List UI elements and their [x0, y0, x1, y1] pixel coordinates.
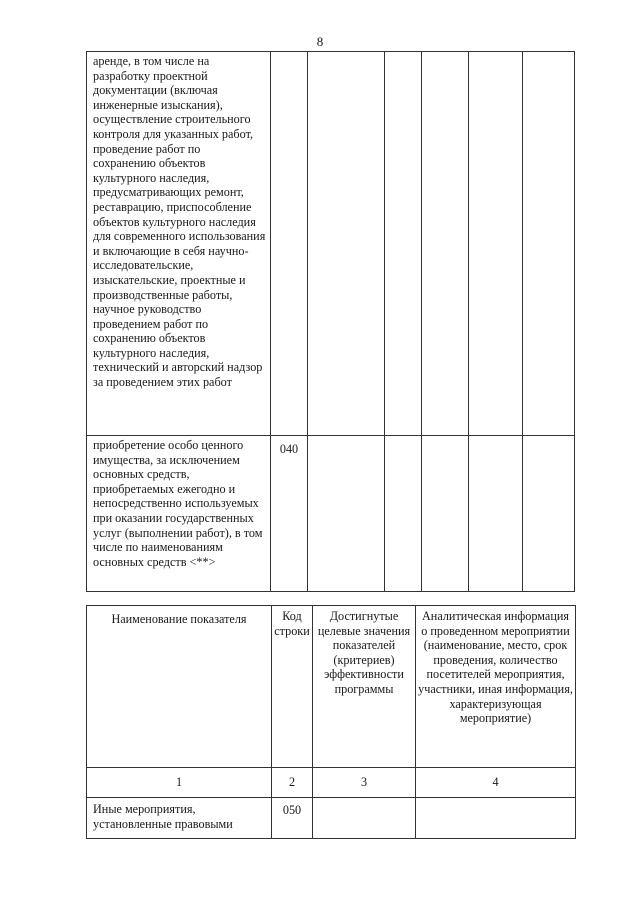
empty-cell: [523, 52, 575, 436]
empty-cell: [469, 436, 523, 592]
table-row: [87, 52, 575, 436]
header-analytical-info: Аналитическая информация о проведенном мероприятии (наименование, место, срок проведения, количество посетителей мероприятия, участники, иная информация, характеризующая мероприятие): [416, 606, 576, 768]
row-name-cell: приобретение особо ценного имущества, за исключением основных средств, приобретаемых ежегодно и непосредственно используемых при оказании государственных услуг (выполнении работ), в том числе по наименованиям основных средств <**>: [87, 436, 271, 592]
empty-cell: [313, 798, 416, 839]
row-name-cell: аренде, в том числе на разработку проектной документации (включая инженерные изыскания), осуществление строительного контроля для указанных работ, проведение работ по сохранению объектов культурного наследия, предусматривающих ремонт, реставрацию, приспособление объектов культурного наследия для современного использования и включающие в себя научно-исследовательские, изыскательские, проектные и производственные работы, научное руководство проведением работ по сохранению объектов культурного наследия, технический и авторский надзор за проведением этих работ: [87, 52, 271, 436]
column-number: 2: [272, 768, 313, 798]
empty-cell: [469, 52, 523, 436]
table-header-row: [87, 606, 576, 768]
table-row: [87, 798, 576, 839]
column-number: 1: [87, 768, 272, 798]
header-indicator-name: Наименование показателя: [87, 606, 272, 768]
empty-cell: [422, 436, 469, 592]
empty-cell: [422, 52, 469, 436]
empty-cell: [416, 798, 576, 839]
row-code-cell: 050: [272, 798, 313, 839]
row-code-cell: 040: [271, 436, 308, 592]
event-indicators-table: [86, 605, 576, 839]
column-number: 3: [313, 768, 416, 798]
column-numbers-row: [87, 768, 576, 798]
page-number: 8: [316, 34, 324, 49]
empty-cell: [308, 52, 385, 436]
empty-cell: [308, 436, 385, 592]
column-number: 4: [416, 768, 576, 798]
empty-cell: [385, 436, 422, 592]
header-target-values: Достигнутые целевые значения показателей (критериев) эффективности программы: [313, 606, 416, 768]
table-row: [87, 436, 575, 592]
empty-cell: [385, 52, 422, 436]
row-name-cell: Иные мероприятия, установленные правовыми: [87, 798, 272, 839]
empty-cell: [523, 436, 575, 592]
indicators-table-continued: [86, 51, 575, 592]
header-row-code: Код строки: [272, 606, 313, 768]
row-code-cell: [271, 52, 308, 436]
